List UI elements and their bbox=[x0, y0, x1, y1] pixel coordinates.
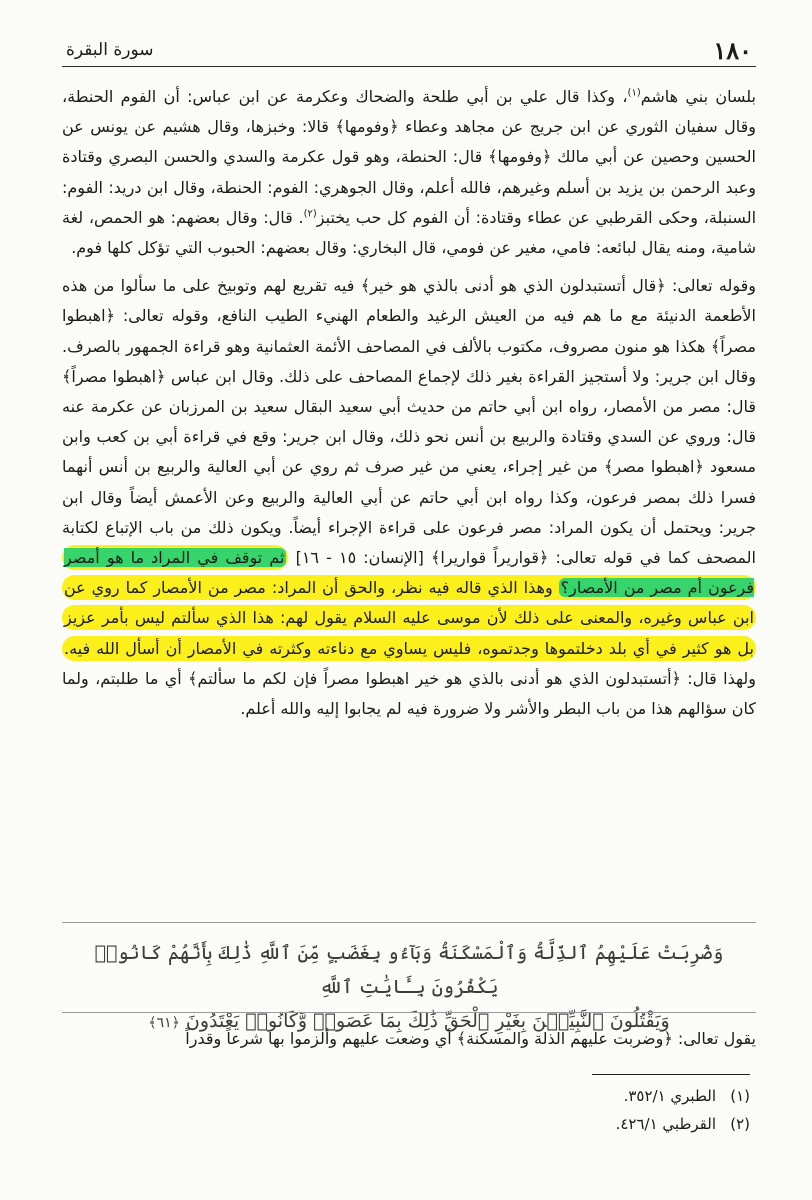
text-run: وقوله تعالى: ﴿قال أتستبدلون الذي هو أدنى بالذي هو خير﴾ فيه تقريع لهم وتوبيخ على ما سألوا من هذه الأطعمة الدنيئة مع ما هم فيه من العيش الرغيد والطعام الهنيء الطيب النافع، وقوله تعالى: ﴿اهبطوا مصراً﴾ هكذا هو منون مصروف، مكتوب بالألف في المصاحف الأئمة العثمانية وهو قراءة الجمهور بالصرف. وقال ابن جرير: ولا أستجيز القراءة بغير ذلك لإجماع المصاحف على ذلك. وقال ابن عباس ﴿اهبطوا مصراً﴾ قال: مصر من الأمصار، رواه ابن أبي حاتم من حديث أبي سعيد البقال سعيد بن المرزبان عن عكرمة عنه قال: وروي عن السدي وقتادة والربيع بن أنس نحو ذلك، وقال ابن جرير: وقع في قراءة أبي بن كعب وابن مسعود ﴿اهبطوا مصر﴾ من غير إجراء، يعني من غير صرف ثم روي عن أبي العالية والربيع بن أنس أنهما فسرا ذلك بمصر فرعون، وكذا رواه ابن أبي حاتم عن أبي العالية والربيع وعن الأعمش أيضاً وقال ابن جرير: ويحتمل أن يكون المراد: مصر فرعون على قراءة الإجراء أيضاً. ويكون ذلك من باب الإتباع لكتابة المصحف كما في قوله تعالى: ﴿قواريراً قواريرا﴾ [الإنسان: ١٥ - ١٦] bbox=[62, 276, 757, 568]
paragraph-fum bbox=[62, 82, 756, 263]
text-run: بلسان بني هاشم bbox=[640, 87, 756, 106]
verse-divider bbox=[62, 922, 756, 923]
footnote-1 bbox=[56, 1082, 750, 1110]
verse-line-2-text: وَيَقْتُلُونَ ٱلنَّبِيِّـۧنَ بِغَيْرِ ٱلْحَقِّ ذَٰلِكَ بِمَا عَصَوا۟ وَّكَانُوا۟ يَعْتَدُونَ bbox=[185, 1010, 670, 1032]
surah-title: سورة البقرة bbox=[66, 40, 154, 60]
page-number: ١٨٠ bbox=[713, 36, 752, 65]
footnote-text: القرطبي ٤٢٦/١. bbox=[615, 1115, 716, 1133]
page-header bbox=[62, 36, 756, 67]
text-run: ولهذا قال: ﴿أتستبدلون الذي هو أدنى بالذي هو خير اهبطوا مصراً فإن لكم ما سألتم﴾ أي ما طلبتم، ولما كان سؤالهم هذا من باب البطر والأشر ولا ضرورة فيه لم يجابوا إليه والله أعلم. bbox=[62, 668, 756, 719]
verse-number-mark: ﴿٦١﴾ bbox=[148, 1015, 180, 1031]
footnote-text: الطبري ٣٥٢/١. bbox=[623, 1087, 716, 1105]
verse-divider bbox=[62, 1012, 756, 1013]
footnote-rule bbox=[592, 1074, 750, 1075]
tafsir-body bbox=[62, 82, 756, 724]
verse-line-1: وَضُرِبَتْ عَلَيْهِمُ ٱلذِّلَّةُ وَٱلْمَسْكَنَةُ وَبَآءُو بِغَضَبٍ مِّنَ ٱللَّهِ ذَٰلِكَ بِأَنَّهُمْ كَانُوا۟ يَكْفُرُونَ بِـَٔايَٰتِ ٱللَّهِ bbox=[94, 942, 724, 998]
footnote-2 bbox=[56, 1110, 750, 1138]
paragraph-misr bbox=[62, 271, 756, 724]
text-run: ، وكذا قال علي بن أبي طلحة والضحاك وعكرمة عن ابن عباس: أن الفوم الحنطة، وقال سفيان الثوري عن ابن جريج عن مجاهد وعطاء ﴿وفومها﴾ قالا: وخبزها، وقال هشيم عن يونس عن الحسين وحصين عن أبي مالك ﴿وفومها﴾ قال: الحنطة، وهو قول عكرمة والسدي والحسن البصري وقتادة وعبد الرحمن بن يزيد بن أسلم وغيرهم، فالله أعلم، وقال الجوهري: الفوم: الحنطة، وقال ابن دريد: الفوم: السنبلة، وحكى القرطبي عن عطاء وقتادة: أن الفوم كل حب يختبز bbox=[62, 87, 757, 227]
highlighted-text: وهذا الذي قاله فيه نظر، والحق أن المراد: مصر من الأمصار كما روي عن ابن عباس وغيره، والمعنى على ذلك لأن موسى عليه السلام يقول لهم: هذا الذي سألتم ليس بأمر عزيز بل هو كثير في أي بلد دخلتموها وجدتموه، فليس يساوي مع دناءته وكثرته في الأمصار أن أسأل الله فيه. bbox=[64, 578, 754, 658]
footnote-number: (١) bbox=[730, 1087, 750, 1105]
footnotes bbox=[56, 1082, 750, 1138]
green-highlight[interactable]: ثم توقف في المراد ما هو أمصر فرعون أم مصر من الأمصار؟ bbox=[64, 548, 754, 598]
footnote-ref-1[interactable]: (١) bbox=[627, 87, 641, 99]
footnote-number: (٢) bbox=[730, 1115, 750, 1133]
text-run: . قال: وقال بعضهم: هو الحمص، لغة شامية، ومنه يقال لبائعه: فامي، مغير عن فومي، قال البخاري: وقال بعضهم: الحبوب التي تؤكل كلها فوم. bbox=[62, 207, 756, 258]
footnote-ref-2[interactable]: (٢) bbox=[303, 208, 317, 220]
tafsir-continuation: يقول تعالى: ﴿وضربت عليهم الذلة والمسكنة﴾ أي وضعت عليهم وألزموا بها شرعاً وقدراً bbox=[185, 1029, 756, 1048]
